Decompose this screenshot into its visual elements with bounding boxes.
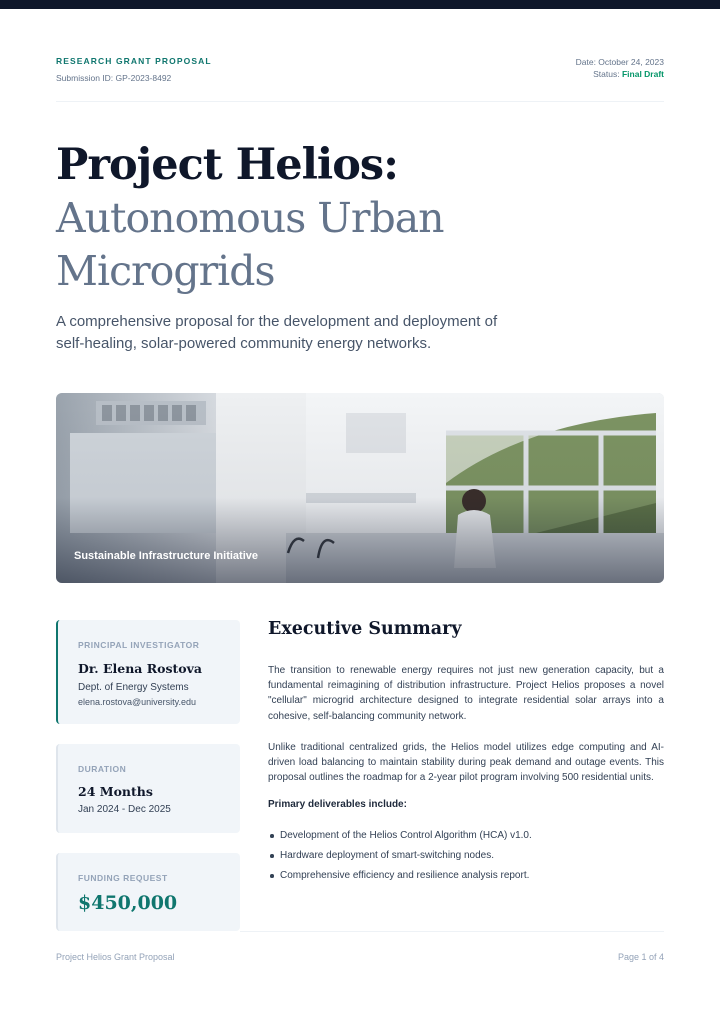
paragraph-1-line: fundamental reimagining of distribution infrastructure. Project Helios proposes a novel: [268, 680, 664, 692]
paragraph-1-line: "cellular" microgrid architecture designed to integrate residential solar arrays into a: [268, 695, 664, 707]
page-title: [56, 138, 664, 298]
summary-paragraph-2: [268, 740, 664, 786]
footer-divider: [240, 931, 664, 932]
paragraph-2-line: Unlike traditional centralized grids, the Helios model utilizes edge computing and AI-: [268, 741, 664, 753]
status-badge: Final Draft: [621, 69, 664, 79]
title-line-1: Project Helios:: [56, 140, 399, 190]
duration-label: DURATION: [78, 764, 127, 774]
duration-card: [56, 744, 240, 833]
subtitle-line-1: A comprehensive proposal for the development and deployment of: [56, 313, 498, 330]
investigator-dept: Dept. of Energy Systems: [78, 682, 189, 693]
page-number: Page 1 of 4: [617, 952, 664, 962]
summary-paragraph-1: [268, 663, 664, 724]
submission-id: Submission ID: GP-2023-8492: [56, 73, 172, 83]
header-divider: [56, 101, 664, 102]
list-item: Hardware deployment of smart-switching nodes.: [268, 850, 664, 862]
status-line: [576, 68, 664, 80]
paragraph-2-line: proposal outlines the roadmap for a 2-year pilot program involving 500 residential units.: [268, 772, 654, 784]
document-date: Date: October 24, 2023: [575, 57, 664, 67]
funding-card: [56, 853, 240, 931]
funding-label: FUNDING REQUEST: [78, 873, 168, 883]
title-line-3: Microgrids: [56, 247, 275, 295]
paragraph-1-line: The transition to renewable energy requires not just new generation capacity, but a: [268, 665, 664, 676]
investigator-email: elena.rostova@university.edu: [78, 697, 197, 707]
funding-value: $450,000: [78, 892, 178, 914]
list-item: Comprehensive efficiency and resilience analysis report.: [268, 870, 664, 882]
investigator-label: PRINCIPAL INVESTIGATOR: [78, 640, 200, 650]
deliverables-label: Primary deliverables include:: [268, 799, 407, 811]
document-meta: [56, 56, 212, 83]
top-bar: [0, 0, 720, 9]
page-subtitle: [56, 311, 526, 355]
deliverables-list: [268, 830, 664, 882]
document-status: [576, 56, 664, 80]
title-line-2: Autonomous Urban: [56, 194, 444, 242]
list-item: Development of the Helios Control Algorithm (HCA) v1.0.: [268, 830, 664, 842]
paragraph-2-line: driven load balancing to maintain stability during peak demand and outage events. This: [268, 757, 664, 769]
duration-range: Jan 2024 - Dec 2025: [78, 804, 171, 815]
paragraph-1-line: cohesive, self-balancing community network.: [268, 710, 467, 722]
document-type-label: RESEARCH GRANT PROPOSAL: [56, 56, 212, 66]
investigator-card: [56, 620, 240, 724]
investigator-name: Dr. Elena Rostova: [78, 661, 202, 676]
status-label: Status:: [593, 69, 622, 79]
executive-summary: [268, 619, 664, 890]
footer-title: Project Helios Grant Proposal: [56, 952, 175, 962]
subtitle-line-2: self-healing, solar-powered community energy networks.: [56, 335, 432, 352]
summary-heading: Executive Summary: [268, 619, 462, 639]
hero-caption: Sustainable Infrastructure Initiative: [74, 550, 258, 562]
hero-image: [56, 393, 664, 583]
duration-value: 24 Months: [78, 784, 153, 799]
